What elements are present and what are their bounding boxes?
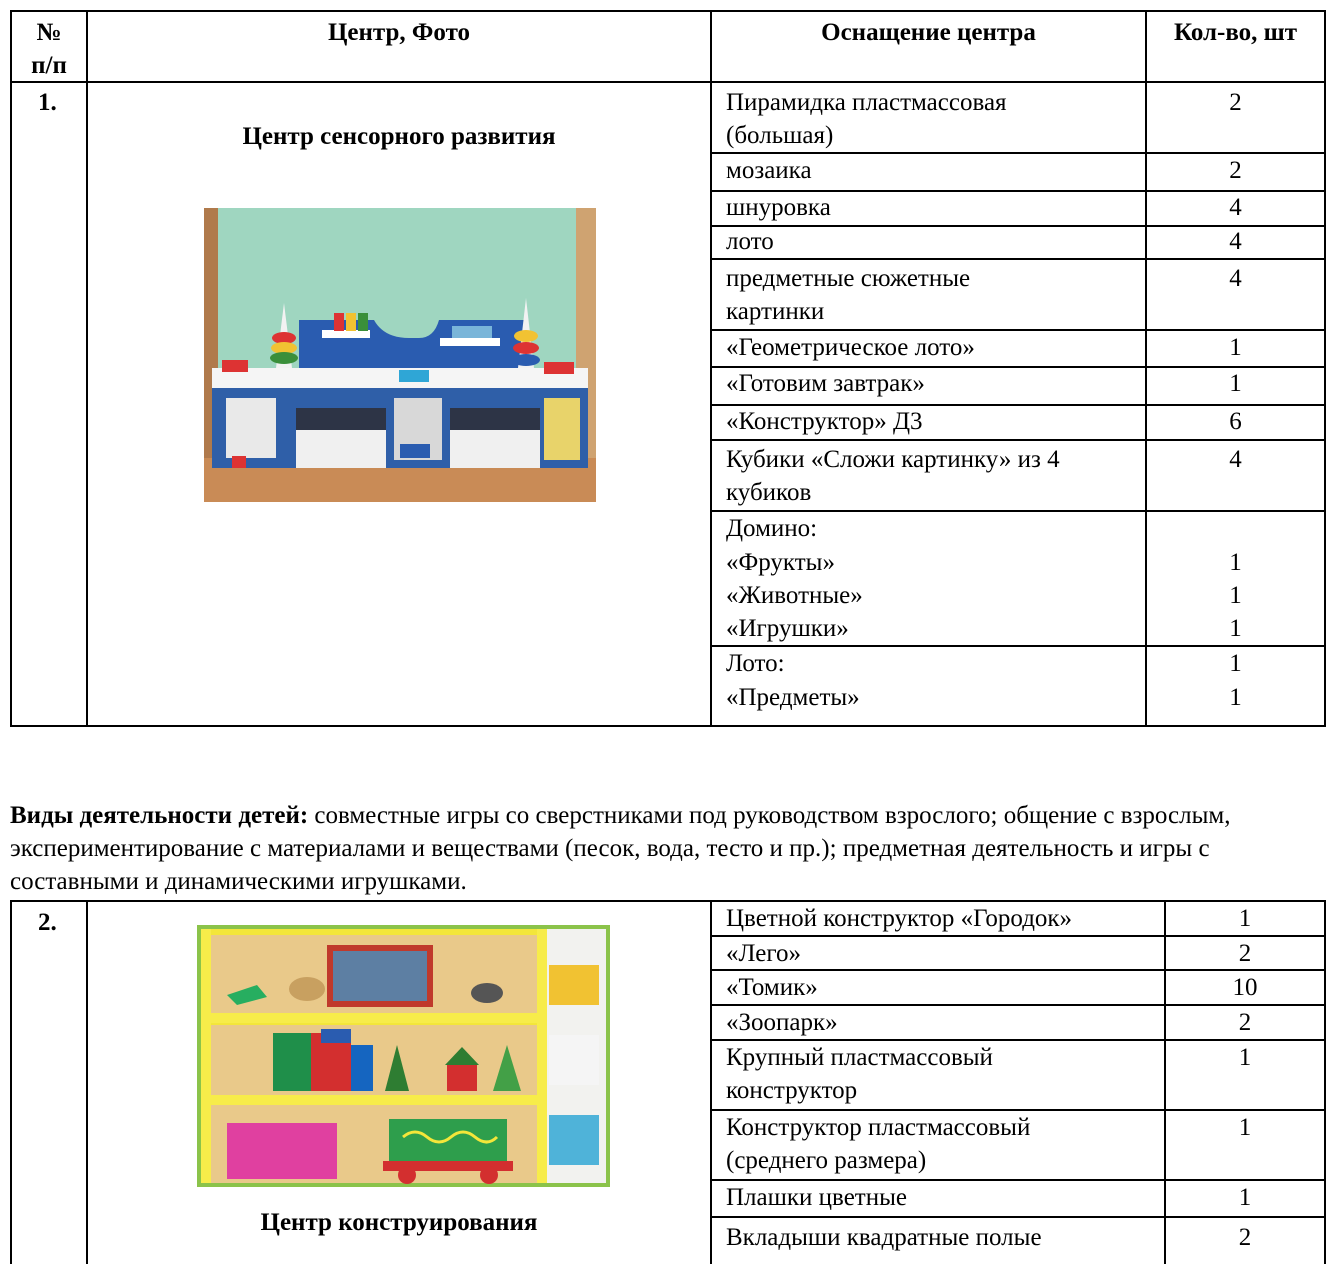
item-qty: 6	[1229, 408, 1242, 435]
item-qty: 1	[1238, 1114, 1252, 1141]
item-qty: 2	[1229, 89, 1242, 116]
rule	[10, 900, 1326, 902]
equipment-item: мозаика	[726, 157, 812, 184]
header-center: Центр, Фото	[327, 19, 471, 46]
rule	[710, 439, 1326, 441]
item-qty: 4	[1229, 194, 1242, 221]
item-qty: 2	[1238, 1224, 1252, 1251]
equipment-item: «Готовим завтрак»	[726, 370, 925, 397]
section1-number: 1.	[38, 89, 57, 116]
sensory-center-photo	[204, 208, 596, 502]
item-qty: 1	[1238, 1044, 1252, 1071]
item-qty: 1	[1229, 370, 1242, 397]
rule	[710, 1216, 1326, 1218]
equipment-item: Конструктор пластмассовый (среднего размера)	[726, 1114, 1031, 1174]
equipment-item: Кубики «Сложи картинку» из 4 кубиков	[726, 446, 1060, 506]
equipment-item: «Фрукты»	[726, 549, 835, 576]
equipment-item: «Игрушки»	[726, 615, 849, 642]
rule	[10, 725, 1326, 727]
loto-label: Лото:	[726, 650, 785, 677]
item-qty: 1	[1229, 334, 1242, 361]
equipment-item: «Конструктор» Д3	[726, 408, 923, 435]
item-qty: 1	[1229, 650, 1242, 677]
activities-paragraph	[10, 799, 1320, 898]
equipment-item: «Зоопарк»	[726, 1009, 838, 1036]
equipment-item: «Геометрическое лото»	[726, 334, 975, 361]
equipment-item: Пирамидка пластмассовая (большая)	[726, 89, 1007, 149]
section2-title: Центр конструирования	[260, 1209, 538, 1236]
item-qty: 1	[1229, 582, 1242, 609]
equipment-item: шнуровка	[726, 194, 831, 221]
rule	[10, 81, 1326, 83]
rule	[10, 10, 1326, 12]
section1-title: Центр сенсорного развития	[242, 123, 556, 150]
rule	[10, 10, 12, 727]
header-equipment: Оснащение центра	[821, 19, 1036, 46]
item-qty: 1	[1229, 615, 1242, 642]
equipment-item: предметные сюжетные картинки	[726, 265, 971, 325]
activities-text: совместные игры со сверстниками под руководством взрослого; общение с взрослым, экспериментирование с материалами и веществами (песок, вода, тесто и пр.); предметная деятельность и игры с составными и динамическими игрушками.	[10, 802, 1231, 895]
equipment-item: «Предметы»	[726, 684, 860, 711]
item-qty: 1	[1238, 905, 1252, 932]
construction-center-photo	[197, 925, 610, 1187]
equipment-item: Цветной конструктор «Городок»	[726, 905, 1073, 932]
equipment-item: «Лего»	[726, 940, 802, 967]
item-qty: 1	[1229, 684, 1242, 711]
rule	[710, 258, 1326, 260]
item-qty: 2	[1229, 157, 1242, 184]
item-qty: 2	[1238, 1009, 1252, 1036]
equipment-item: Плашки цветные	[726, 1184, 907, 1211]
activities-label: Виды деятельности детей:	[10, 802, 309, 829]
item-qty: 4	[1229, 228, 1242, 255]
equipment-item: Крупный пластмассовый конструктор	[726, 1044, 993, 1104]
domino-label: Домино:	[726, 515, 818, 542]
section2-number: 2.	[38, 909, 57, 936]
item-qty: 4	[1229, 265, 1242, 292]
equipment-item: «Животные»	[726, 582, 863, 609]
header-qty: Кол-во, шт	[1173, 19, 1298, 46]
rule	[710, 900, 712, 1264]
item-qty: 2	[1238, 940, 1252, 967]
item-qty: 1	[1229, 549, 1242, 576]
item-qty: 10	[1232, 974, 1258, 1001]
equipment-item: Вкладыши квадратные полые	[726, 1224, 1042, 1251]
rule	[86, 10, 88, 727]
item-qty: 4	[1229, 446, 1242, 473]
rule	[10, 900, 12, 1264]
item-qty: 1	[1238, 1184, 1252, 1211]
rule	[710, 10, 712, 727]
equipment-item: «Томик»	[726, 974, 818, 1001]
header-num: № п/п	[31, 19, 67, 79]
equipment-item: лото	[726, 228, 774, 255]
